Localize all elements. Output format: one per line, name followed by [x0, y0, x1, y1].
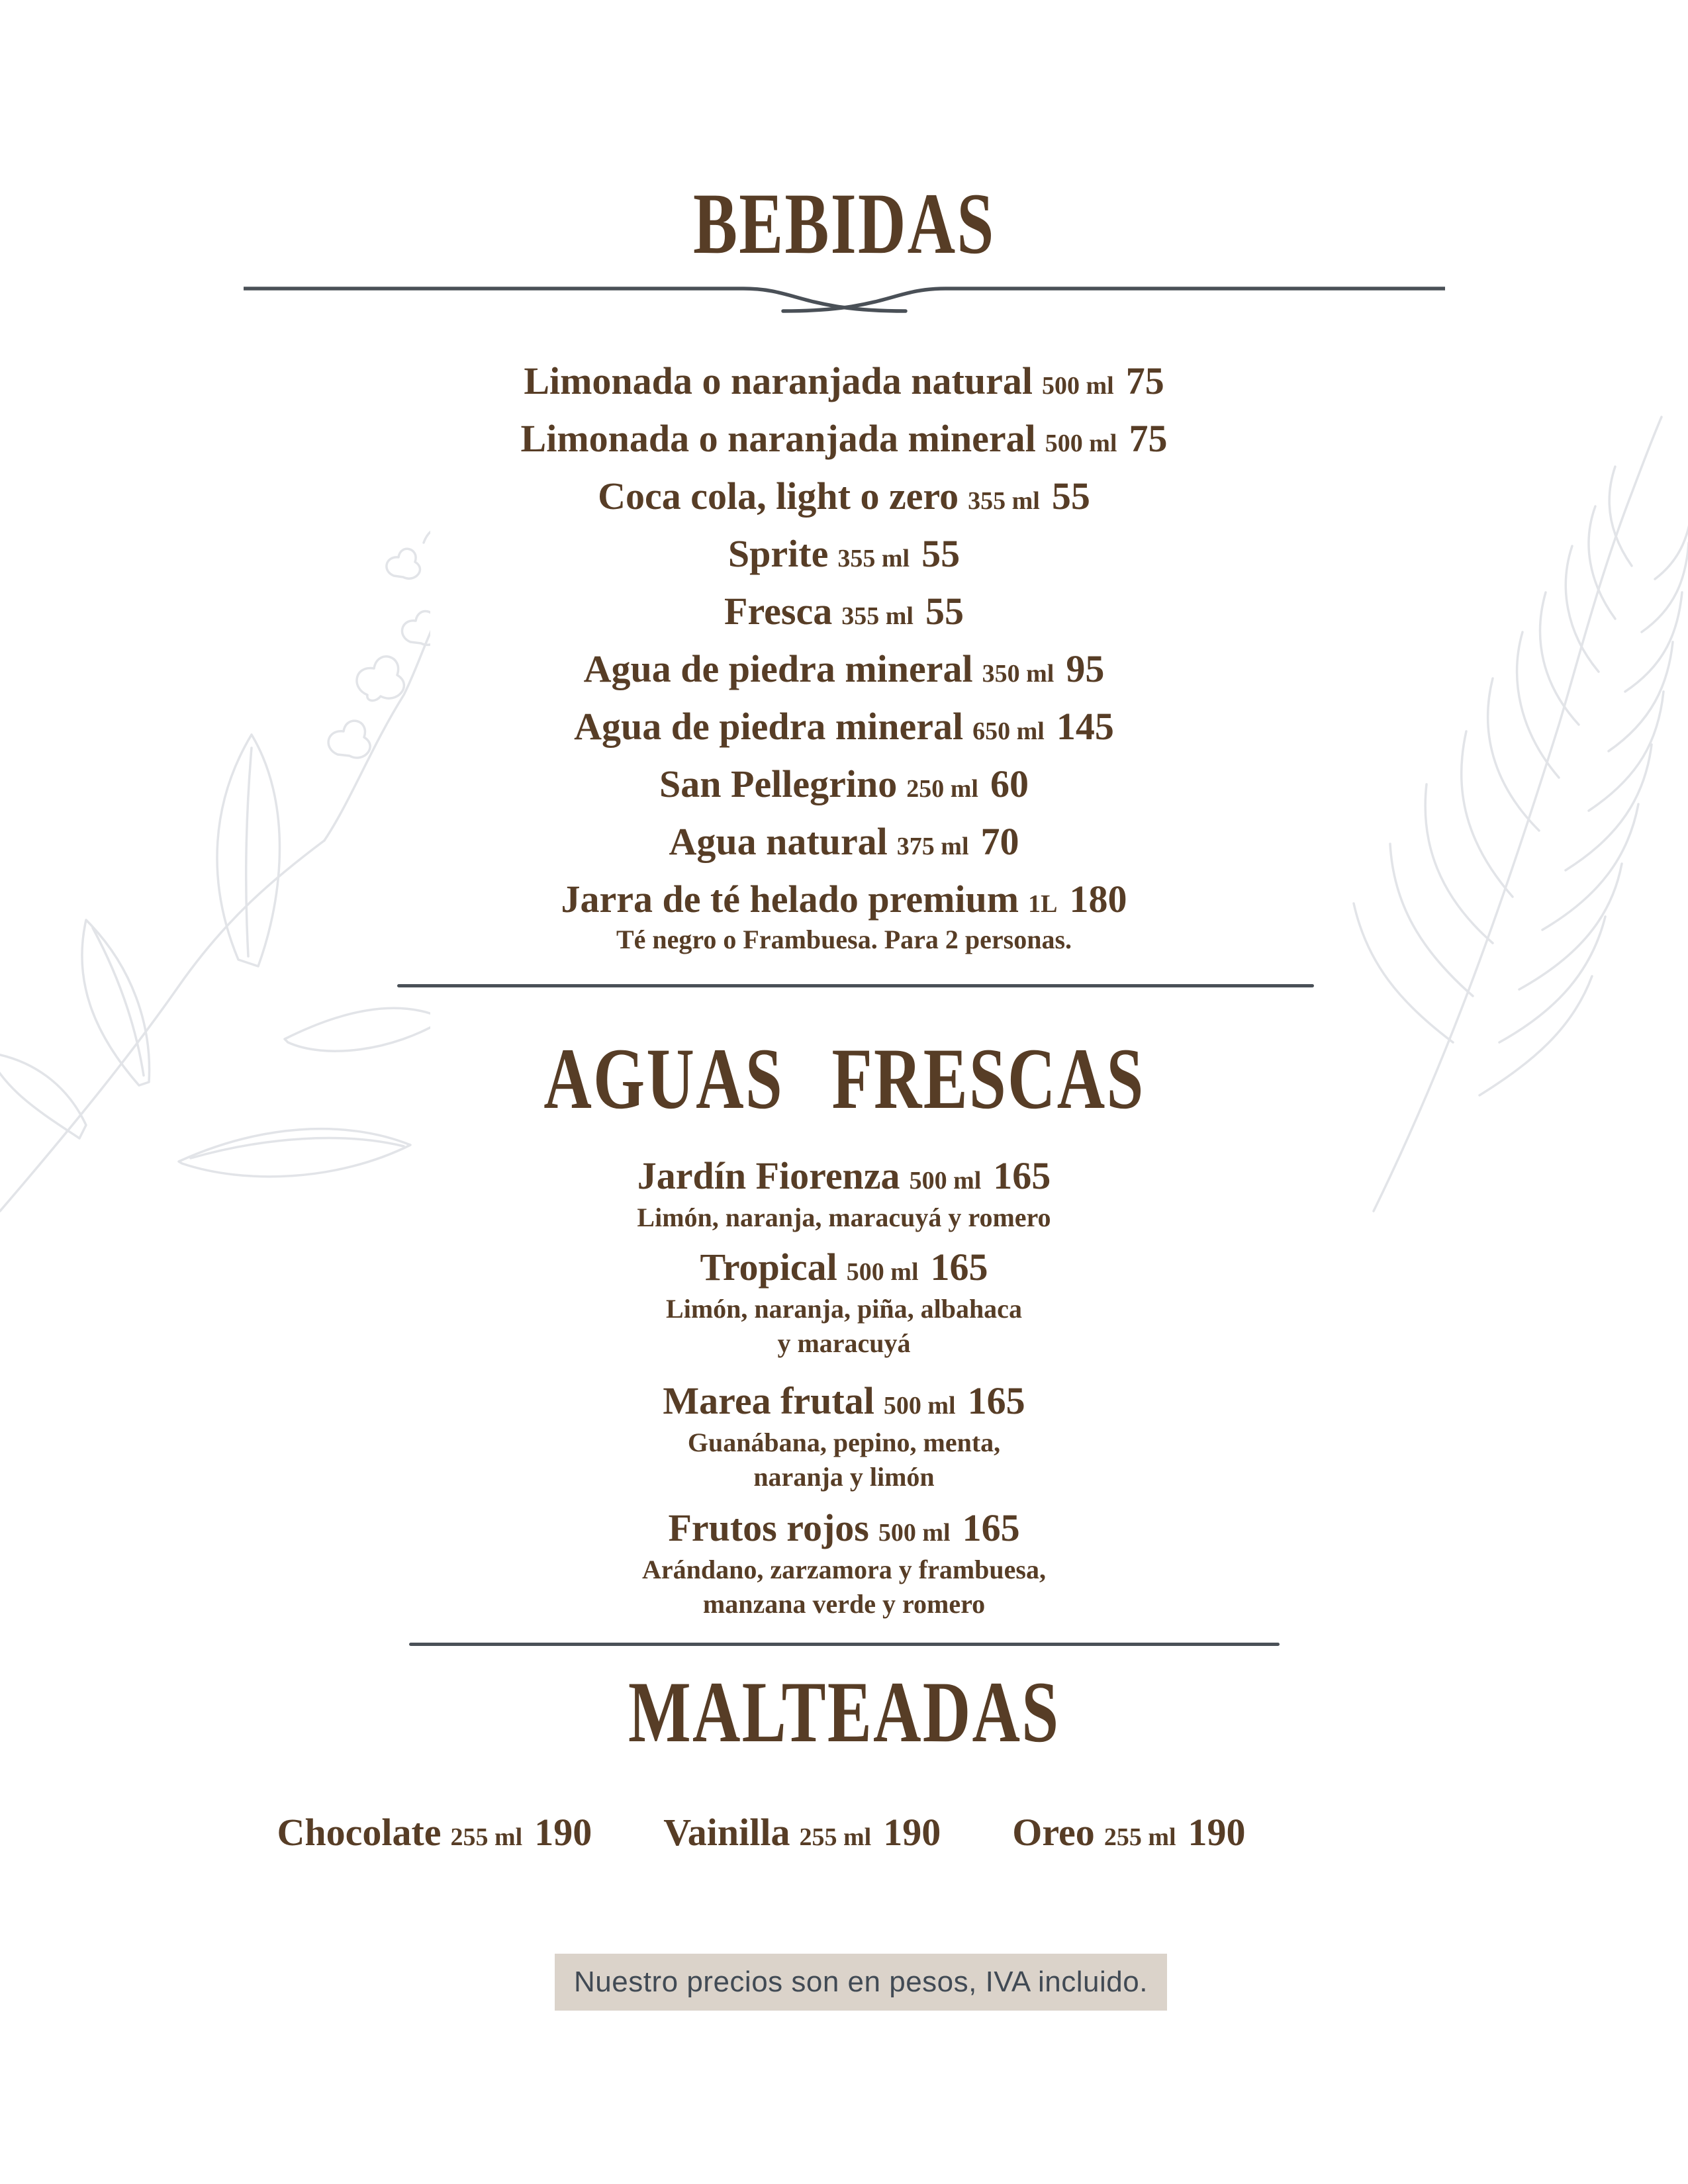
item-name: Jarra de té helado premium [561, 878, 1019, 921]
menu-item-row [0, 582, 1688, 640]
item-price: 55 [925, 590, 964, 633]
item-size: 500 ml [1041, 372, 1114, 400]
menu-item [1012, 1803, 1245, 1866]
menu-item-row [0, 352, 1688, 410]
item-price: 190 [883, 1811, 941, 1854]
menu-item-row [0, 755, 1688, 813]
item-name: Tropical [700, 1246, 837, 1289]
item-name: Limonada o naranjada mineral [520, 417, 1036, 460]
item-name: Vainilla [663, 1811, 790, 1854]
item-note: Té negro o Frambuesa. Para 2 personas. [616, 925, 1072, 954]
aguas-frescas-item [0, 1152, 1688, 1235]
item-name: Jardín Fiorenza [637, 1154, 900, 1197]
item-price: 165 [962, 1506, 1020, 1549]
malteadas-item-row [0, 1803, 1523, 1866]
menu-item [663, 1803, 941, 1866]
menu-item-row [0, 1504, 1688, 1553]
menu-item [277, 1803, 592, 1866]
item-price: 190 [534, 1811, 592, 1854]
item-price: 55 [921, 532, 961, 575]
menu-item-row [0, 698, 1688, 755]
item-name: Coca cola, light o zero [598, 475, 959, 518]
aguas-frescas-item [0, 1243, 1688, 1361]
item-description: Limón, naranja, maracuyá y romero [637, 1203, 1051, 1232]
footer-price-note [555, 1954, 1167, 2011]
item-size: 355 ml [841, 602, 914, 630]
item-name: Sprite [727, 532, 829, 575]
item-price: 180 [1069, 878, 1127, 921]
item-description: naranja y limón [753, 1462, 935, 1492]
item-size: 500 ml [883, 1392, 956, 1420]
item-name: Fresca [724, 590, 833, 633]
item-description: y maracuyá [777, 1328, 911, 1358]
item-description: Arándano, zarzamora y frambuesa, [642, 1555, 1046, 1584]
item-size: 255 ml [1103, 1823, 1176, 1851]
item-price: 165 [993, 1154, 1051, 1197]
item-size: 250 ml [906, 775, 978, 803]
item-name: Agua natural [669, 820, 888, 863]
section-title-malteadas: MALTEADAS [628, 1663, 1060, 1760]
menu-item-row [0, 1243, 1688, 1292]
menu-item-row [0, 1152, 1688, 1201]
menu-item-row [0, 813, 1688, 870]
item-name: Limonada o naranjada natural [524, 359, 1033, 402]
item-description: manzana verde y romero [702, 1589, 986, 1619]
item-price: 145 [1056, 705, 1114, 748]
item-size: 255 ml [450, 1823, 523, 1851]
bebidas-item-list [0, 352, 1688, 957]
divider-line [409, 1643, 1280, 1646]
item-size: 650 ml [972, 717, 1045, 745]
menu-item-row [0, 870, 1688, 928]
section-title-aguas-frescas: AGUAS FRESCAS [543, 1030, 1145, 1127]
item-price: 60 [990, 762, 1029, 805]
item-price: 165 [930, 1246, 988, 1289]
item-name: Frutos rojos [668, 1506, 869, 1549]
section-title-bebidas [0, 175, 1688, 272]
footer-note-text: Nuestro precios son en pesos, IVA incluido. [574, 1966, 1148, 1998]
divider-line [397, 984, 1314, 987]
item-size: 375 ml [896, 833, 969, 860]
item-name: Marea frutal [663, 1379, 874, 1422]
item-name: Agua de piedra mineral [574, 705, 964, 748]
item-name: Chocolate [277, 1811, 442, 1854]
crossed-ribbon-divider-icon [244, 270, 1445, 318]
item-price: 190 [1188, 1811, 1246, 1854]
item-size: 500 ml [878, 1519, 951, 1547]
aguas-frescas-item [0, 1504, 1688, 1621]
menu-item-row [0, 640, 1688, 698]
item-description: Guanábana, pepino, menta, [687, 1428, 1001, 1457]
item-size: 500 ml [1045, 430, 1117, 457]
item-price: 95 [1066, 647, 1105, 690]
item-price: 165 [967, 1379, 1025, 1422]
item-price: 70 [980, 820, 1019, 863]
item-size: 355 ml [837, 545, 910, 572]
item-size: 1L [1028, 890, 1058, 918]
page-title: BEBIDAS [692, 175, 996, 272]
item-size: 500 ml [909, 1167, 982, 1195]
item-name: Oreo [1012, 1811, 1095, 1854]
menu-item-row [0, 467, 1688, 525]
item-size: 355 ml [968, 487, 1040, 515]
item-size: 350 ml [982, 660, 1055, 688]
menu-item-row [0, 525, 1688, 582]
item-size: 500 ml [846, 1258, 919, 1286]
item-description: Limón, naranja, piña, albahaca [666, 1294, 1022, 1324]
item-name: Agua de piedra mineral [583, 647, 973, 690]
item-price: 55 [1051, 475, 1090, 518]
item-price: 75 [1129, 417, 1168, 460]
menu-item-row [0, 1377, 1688, 1426]
item-size: 255 ml [799, 1823, 872, 1851]
item-price: 75 [1125, 359, 1164, 402]
menu-item-row [0, 410, 1688, 467]
item-name: San Pellegrino [659, 762, 898, 805]
aguas-frescas-item [0, 1377, 1688, 1494]
